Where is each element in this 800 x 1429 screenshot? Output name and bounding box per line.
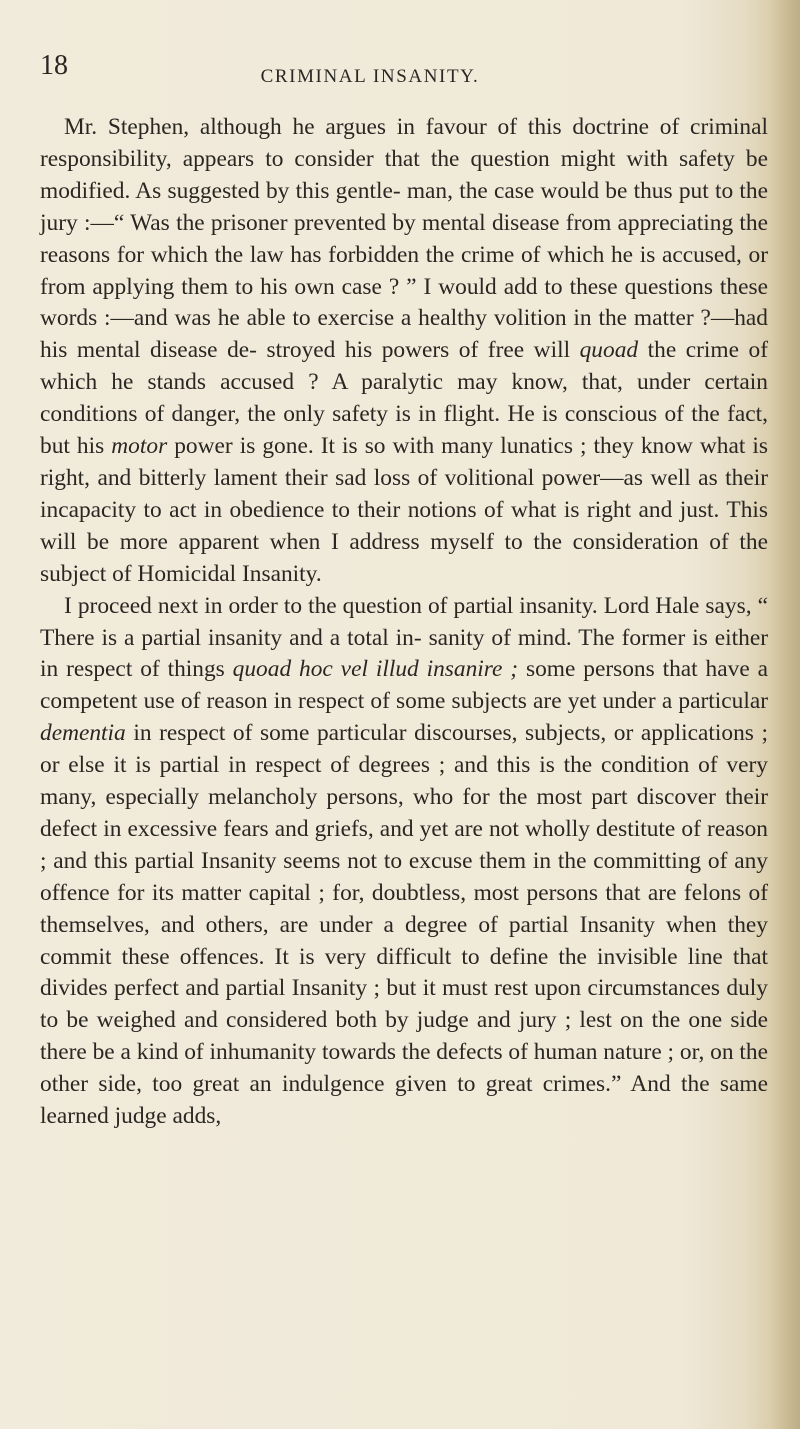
- italic-text-run: quoad: [579, 337, 639, 364]
- body-text: [40, 112, 768, 1133]
- text-run: Mr. Stephen, although he argues in favour of this doctrine of criminal responsibility, appears to consider that the question might with safety be modified. As suggested by this gentle- man, the case would be thus put to the jury :—“ Was the prisoner prevented by mental disease from appreciating the reasons for which the law has forbidden the crime of which he is accused, or from applying them to his own case ? ” I would add to these questions these words :—and was he able to exercise a healthy volition in the matter ?—had his mental disease de- stroyed his powers of free will: [40, 114, 768, 364]
- page-edge-shadow: [770, 0, 800, 1429]
- italic-text-run: dementia: [40, 720, 126, 747]
- page-number: 18: [40, 50, 68, 81]
- paragraph-1: [40, 112, 768, 591]
- running-head: CRIMINAL INSANITY.: [260, 66, 480, 87]
- text-run: in respect of some particular discourses, subjects, or applications ; or else it is partial in respect of degrees ; and this is the condition of very many, especially melancholy persons, who for the most part discover their defect in excessive fears and griefs, and yet are not wholly destitute of reason ; and this partial Insanity seems not to excuse them in the committing of any offence for its matter capital ; for, doubtless, most persons that are felons of themselves, and others, are under a degree of partial Insanity when they commit these offences. It is very difficult to define the invisible line that divides perfect and partial Insanity ; but it must rest upon circumstances duly to be weighed and considered both by judge and jury ; lest on the one side there be a kind of inhumanity towards the defects of human nature ; or, on the other side, too great an indulgence given to great crimes.” And the same learned judge adds,: [40, 720, 768, 1130]
- paragraph-2: [40, 591, 768, 1133]
- italic-text-run: quoad hoc vel illud insanire ;: [232, 656, 519, 683]
- text-run: the crime of which he stands accused ? A paralytic may know, that, under certain conditions of danger, the only safety is in flight. He is conscious of the fact, but his: [40, 337, 768, 460]
- italic-text-run: motor: [111, 433, 168, 460]
- text-run: some persons that have a competent use of reason in respect of some subjects are yet under a particular: [40, 656, 768, 715]
- text-run: power is gone. It is so with many lunatics ; they know what is right, and bitterly lament their sad loss of volitional power—as well as their incapacity to act in obedience to their notions of what is right and just. This will be more apparent when I address myself to the consideration of the subject of Homicidal Insanity.: [40, 433, 768, 587]
- text-run: I proceed next in order to the question of partial insanity. Lord Hale says, “ There is a partial insanity and a total in- sanity of mind. The former is either in respect of things: [40, 592, 768, 683]
